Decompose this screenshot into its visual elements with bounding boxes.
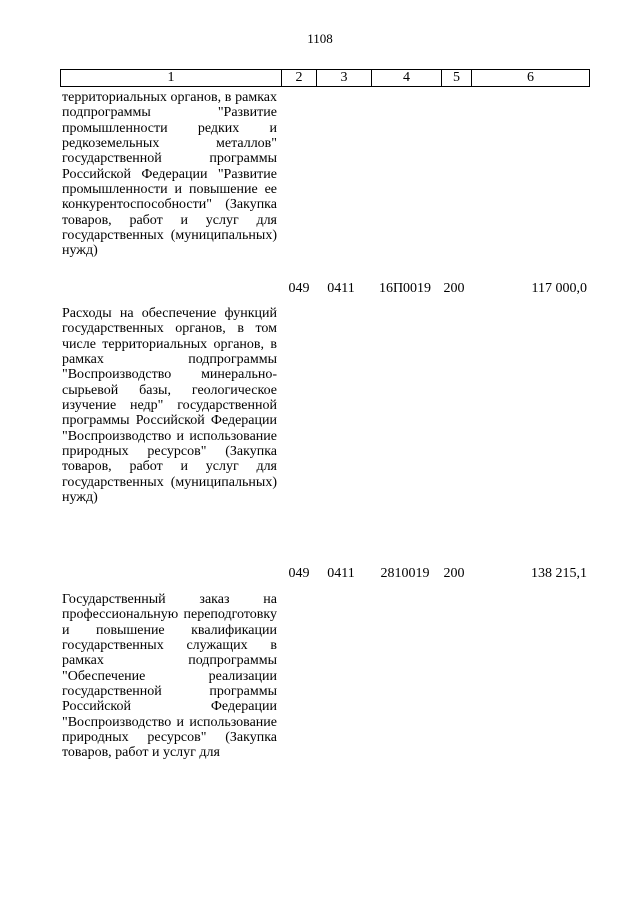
- amount-value: 117 000,0: [531, 281, 587, 296]
- row-values: [62, 281, 590, 297]
- section-code: 0411: [327, 566, 355, 581]
- column-header-5: 5: [441, 70, 471, 86]
- column-header-4: 4: [371, 70, 441, 86]
- column-header-3: 3: [316, 70, 371, 86]
- column-header-2: 2: [281, 70, 316, 86]
- org-code: 049: [288, 281, 310, 296]
- org-code: 049: [288, 566, 310, 581]
- table-row: [62, 592, 590, 802]
- target-article-code: 2810019: [380, 566, 430, 581]
- target-article-code: 16П0019: [378, 281, 432, 296]
- table-header-row: [60, 69, 590, 87]
- row-values: [62, 566, 590, 582]
- expense-type-code: 200: [443, 281, 465, 296]
- row-description: Расходы на обеспечение функций государственных органов, в том числе территориальных органов, в рамках подпрограммы "Воспроизводство минерально-сырьевой базы, геологическое изучение недр" государственной программы Российской Федерации "Воспроизводство и использование природных ресурсов" (Закупка товаров, работ и услуг для государственных (муниципальных) нужд): [62, 306, 277, 506]
- column-header-1: 1: [167, 70, 175, 85]
- page-number: 1108: [307, 31, 333, 46]
- section-code: 0411: [327, 281, 355, 296]
- row-description: Государственный заказ на профессиональную переподготовку и повышение квалификации государственных служащих в рамках подпрограммы "Обеспечение реализации государственной программы Российской Федерации "Воспроизводство и использование природных ресурсов" (Закупка товаров, работ и услуг для: [62, 592, 277, 761]
- amount-value: 138 215,1: [531, 566, 587, 581]
- row-description: территориальных органов, в рамках подпрограммы "Развитие промышленности редких и редкоземельных металлов" государственной программы Российской Федерации "Развитие промышленности и повышение ее конкурентоспособности" (Закупка товаров, работ и услуг для государственных (муниципальных) нужд): [62, 90, 277, 259]
- expense-type-code: 200: [443, 566, 465, 581]
- column-header-6: 6: [471, 70, 589, 86]
- table-row: [62, 90, 590, 297]
- table-row: [62, 306, 590, 582]
